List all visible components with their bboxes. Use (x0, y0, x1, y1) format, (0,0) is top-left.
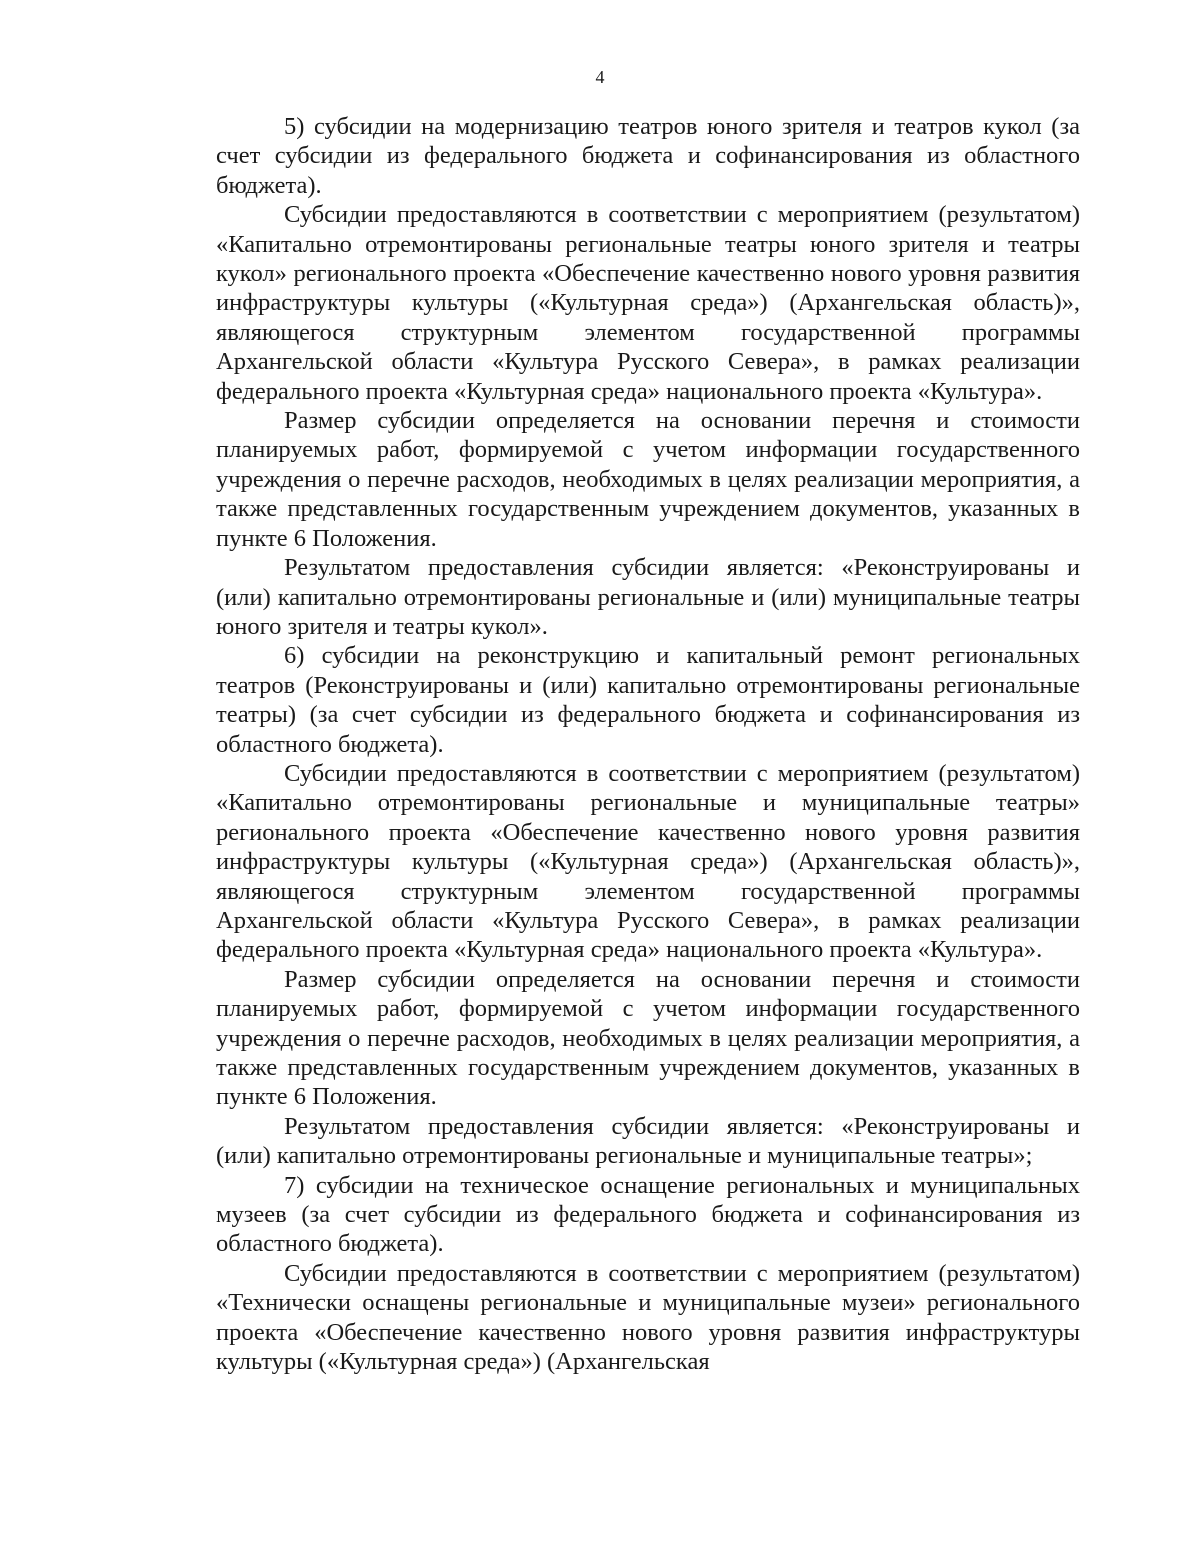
paragraph-subsidy-result-2: Результатом предоставления субсидии является: «Реконструированы и (или) капитально отремонтированы региональные и муниципальные театры»; (216, 1112, 1080, 1170)
paragraph-subsidy-amount-2: Размер субсидии определяется на основании перечня и стоимости планируемых работ, формируемой с учетом информации государственного учреждения о перечне расходов, необходимых в целях реализации мероприятия, а также представленных государственным учреждением документов, указанных в пункте 6 Положения. (216, 965, 1080, 1111)
document-body (216, 112, 1080, 1376)
paragraph-subsidy-amount-1: Размер субсидии определяется на основании перечня и стоимости планируемых работ, формируемой с учетом информации государственного учреждения о перечне расходов, необходимых в целях реализации мероприятия, а также представленных государственным учреждением документов, указанных в пункте 6 Положения. (216, 407, 1080, 552)
paragraph-subsidy-result-1: Результатом предоставления субсидии является: «Реконструированы и (или) капитально отремонтированы региональные и (или) муниципальные театры юного зрителя и театры кукол». (216, 554, 1080, 640)
paragraph-subsidy-provision-2: Субсидии предоставляются в соответствии с мероприятием (результатом) «Капитально отремонтированы региональные и муниципальные театры» регионального проекта «Обеспечение качественно нового уровня развития инфраструктуры культуры («Культурная среда») (Архангельская область)», являющегося структурным элементом государственной программы Архангельской области «Культура Русского Севера», в рамках реализации федерального проекта «Культурная среда» национального проекта «Культура». (216, 759, 1080, 964)
paragraph-subsidy-provision-1: Субсидии предоставляются в соответствии с мероприятием (результатом) «Капитально отремонтированы региональные театры юного зрителя и театры кукол» регионального проекта «Обеспечение качественно нового уровня развития инфраструктуры культуры («Культурная среда») (Архангельская область)», являющегося структурным элементом государственной программы Архангельской области «Культура Русского Севера», в рамках реализации федерального проекта «Культурная среда» национального проекта «Культура». (216, 201, 1080, 405)
paragraph-item-5: 5) субсидии на модернизацию театров юного зрителя и театров кукол (за счет субсидии из федерального бюджета и софинансирования из областного бюджета). (216, 113, 1080, 199)
paragraph-item-7: 7) субсидии на техническое оснащение региональных и муниципальных музеев (за счет субсидии из федерального бюджета и софинансирования из областного бюджета). (216, 1171, 1080, 1258)
paragraph-subsidy-provision-3: Субсидии предоставляются в соответствии с мероприятием (результатом) «Технически оснащены региональные и муниципальные музеи» регионального проекта «Обеспечение качественно нового уровня развития инфраструктуры культуры («Культурная среда») (Архангельская (216, 1259, 1080, 1376)
paragraph-item-6: 6) субсидии на реконструкцию и капитальный ремонт региональных театров (Реконструированы и (или) капитально отремонтированы региональные театры) (за счет субсидии из федерального бюджета и софинансирования из областного бюджета). (216, 642, 1080, 758)
page-number: 4 (595, 67, 605, 87)
